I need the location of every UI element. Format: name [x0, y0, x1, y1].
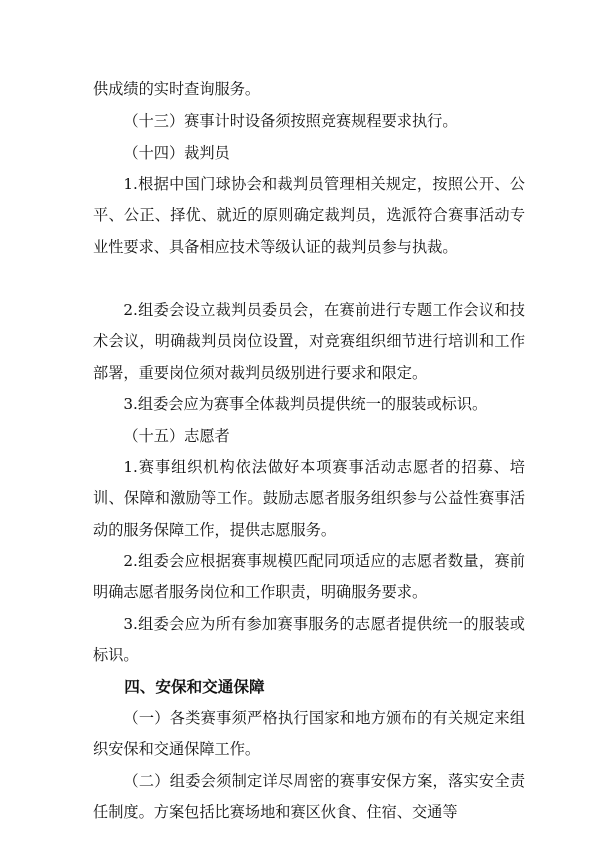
referees-item-2: 2.组委会设立裁判员委员会，在赛前进行专题工作会议和技术会议，明确裁判员岗位设置，对竞赛组织细节进行培训和工作部署，重要岗位须对裁判员级别进行要求和限定。	[93, 301, 525, 382]
volunteers-item-2: 2.组委会应根据赛事规模匹配同项适应的志愿者数量，赛前明确志愿者服务岗位和工作职责，明确服务要求。	[93, 552, 525, 602]
paragraph-continuation: 供成绩的实时查询服务。	[93, 80, 261, 98]
volunteers-item-1: 1.赛事组织机构依法做好本项赛事活动志愿者的招募、培训、保障和激励等工作。鼓励志愿者服务组织参与公益性赛事活动的服务保障工作，提供志愿服务。	[93, 458, 525, 539]
security-item-1: （一）各类赛事须严格执行国家和地方颁布的有关规定来组织安保和交通保障工作。	[93, 709, 525, 759]
referees-item-3: 3.组委会应为赛事全体裁判员提供统一的服装或标识。	[123, 395, 488, 413]
section-14-heading-referees: （十四）裁判员	[123, 144, 230, 162]
section-13-timing-equipment: （十三）赛事计时设备须按照竞赛规程要求执行。	[123, 112, 458, 130]
security-item-2: （二）组委会须制定详尽周密的赛事安保方案，落实安全责任制度。方案包括比赛场地和赛区伙食、住宿、交通等	[93, 772, 525, 822]
chapter-4-heading-security-transport: 四、安保和交通保障	[124, 678, 265, 696]
volunteers-item-3: 3.组委会应为所有参加赛事服务的志愿者提供统一的服装或标识。	[93, 615, 525, 665]
section-15-heading-volunteers: （十五）志愿者	[123, 427, 230, 445]
referees-item-1: 1.根据中国门球协会和裁判员管理相关规定，按照公开、公平、公正、择优、就近的原则确定裁判员，选派符合赛事活动专业性要求、具备相应技术等级认证的裁判员参与执裁。	[93, 175, 525, 256]
